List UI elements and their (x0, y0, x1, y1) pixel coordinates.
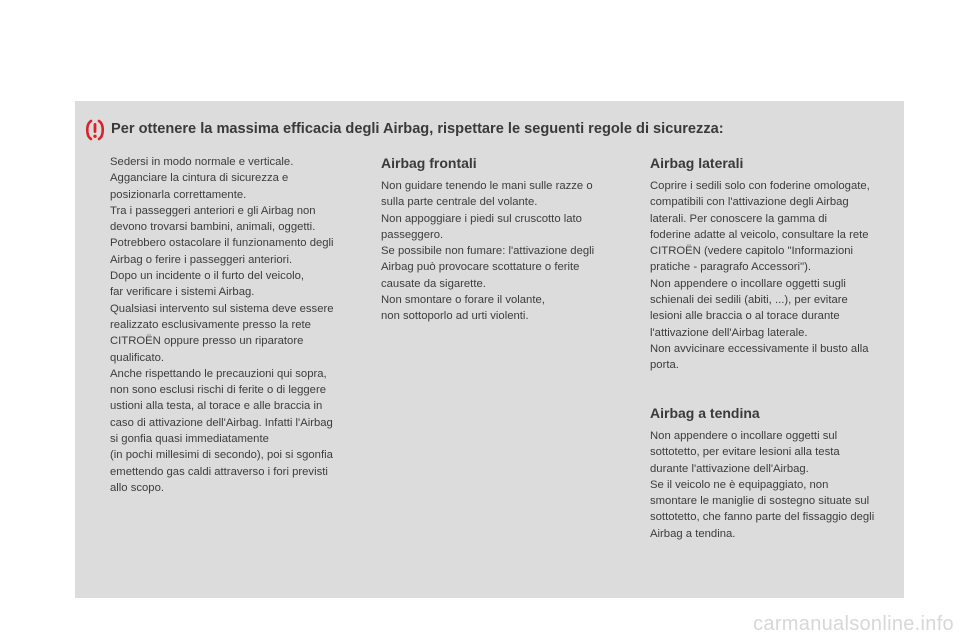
middle-column (381, 154, 631, 325)
side-airbag-text: Coprire i sedili solo con foderine omologate, compatibili con l'attivazione degli Airbag laterali. Per conoscere la gamma di foderine adatte al veicolo, consultare la rete CITROËN (vedere capitolo "Informazioni pratiche - paragrafo Accessori"). Non appendere o incollare oggetti sugli schienali dei sedili (abiti, ...), per evitare lesioni alle braccia o al torace durante l'attivazione dell'Airbag laterale. Non avvicinare eccessivamente il busto alla porta. (650, 180, 870, 372)
section-header (84, 119, 894, 141)
right-lower-column (650, 404, 905, 542)
warning-exclamation-icon (84, 119, 106, 141)
right-column (650, 154, 905, 374)
frontal-airbag-title: Airbag frontali (381, 155, 477, 171)
page-title: Per ottenere la massima efficacia degli Airbag, rispettare le seguenti regole di sicurezza: (111, 121, 724, 137)
left-column (110, 154, 360, 496)
curtain-airbag-title: Airbag a tendina (650, 405, 760, 421)
frontal-airbag-text: Non guidare tenendo le mani sulle razze o sulla parte centrale del volante. Non appoggiare i piedi sul cruscotto lato passeggero. Se possibile non fumare: l'attivazione degli Airbag può provocare scottature o ferite causate da sigarette. Non smontare o forare il volante, non sottoporlo ad urti violenti. (381, 180, 595, 323)
curtain-airbag-text: Non appendere o incollare oggetti sul sottotetto, per evitare lesioni alla testa durante l'attivazione dell'Airbag. Se il veicolo ne è equipaggiato, non smontare le maniglie di sostegno situate sul sottotetto, che fanno parte del fissaggio degli Airbag a tendina. (650, 430, 875, 540)
left-column-text: Sedersi in modo normale e verticale. Agganciare la cintura di sicurezza e posizionarla correttamente. Tra i passeggeri anteriori e gli Airbag non devono trovarsi bambini, animali, oggetti. Potrebbero ostacolare il funzionamento degli Airbag o ferire i passeggeri anteriori. Dopo un incidente o il furto del veicolo, far verificare i sistemi Airbag. Qualsiasi intervento sul sistema deve essere realizzato esclusivamente presso la rete CITROËN oppure presso un riparatore qualificato. Anche rispettando le precauzioni qui sopra, non sono esclusi rischi di ferite o di leggere ustioni alla testa, al torace e alle braccia in caso di attivazione dell'Airbag. Infatti l'Airbag si gonfia quasi immediatamente (in pochi millesimi di secondo), poi si sgonfia emettendo gas caldi attraverso i fori previsti allo scopo. (110, 156, 334, 494)
watermark: carmanualsonline.info (753, 613, 954, 635)
side-airbag-title: Airbag laterali (650, 155, 744, 171)
